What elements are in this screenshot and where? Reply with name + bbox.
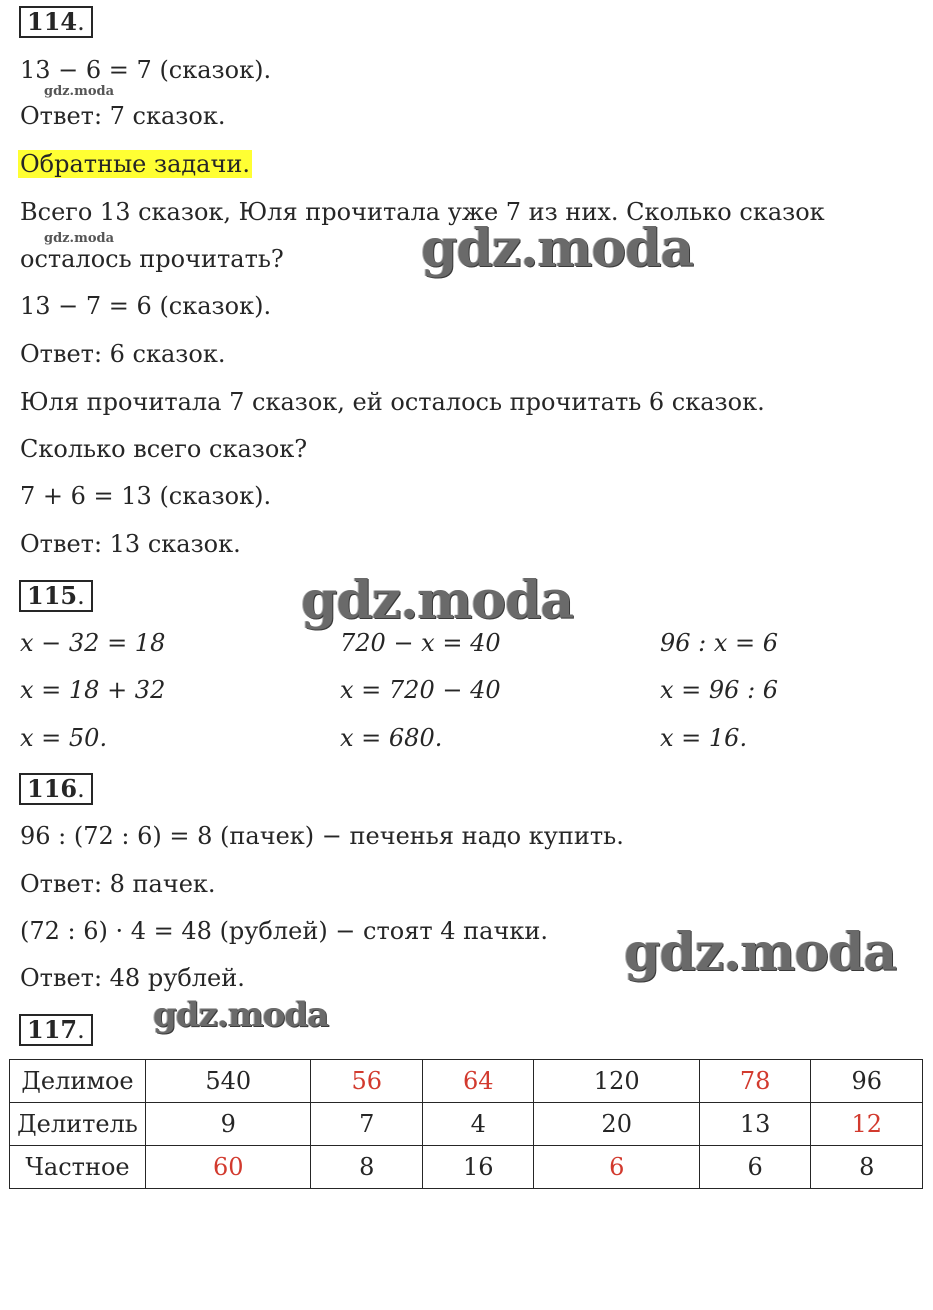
task-114-q2-answer: Ответ: 13 сказок. bbox=[20, 530, 241, 558]
task-115-eq: 96 : x = 6 bbox=[660, 629, 779, 657]
inverse-tasks-title: Обратные задачи. bbox=[20, 150, 250, 178]
table-cell-answer: 6 bbox=[534, 1146, 699, 1189]
task-115-eq: x − 32 = 18 bbox=[20, 629, 166, 657]
task-114-q1-calc: 13 − 7 = 6 (сказок). bbox=[20, 292, 272, 320]
table-cell: 20 bbox=[534, 1103, 699, 1146]
table-cell: 8 bbox=[811, 1146, 923, 1189]
task-114-answer: Ответ: 7 сказок. bbox=[20, 102, 226, 130]
table-cell-answer: 78 bbox=[699, 1060, 811, 1103]
task-116-calc2: (72 : 6) · 4 = 48 (рублей) − стоят 4 пачки. bbox=[20, 917, 548, 945]
table-cell: 120 bbox=[534, 1060, 699, 1103]
task-116-answer1: Ответ: 8 пачек. bbox=[20, 870, 216, 898]
table-cell: 96 bbox=[811, 1060, 923, 1103]
task-115-eq: x = 18 + 32 bbox=[20, 676, 166, 704]
row-label: Делимое bbox=[10, 1060, 146, 1103]
task-115-eq: x = 680. bbox=[340, 724, 443, 752]
table-cell: 540 bbox=[146, 1060, 311, 1103]
table-cell: 4 bbox=[422, 1103, 534, 1146]
table-cell: 7 bbox=[311, 1103, 423, 1146]
watermark-big: gdz.moda bbox=[421, 218, 694, 279]
task-116-calc1: 96 : (72 : 6) = 8 (пачек) − печенья надо купить. bbox=[20, 822, 624, 850]
task-114-q2-line1: Юля прочитала 7 сказок, ей осталось прочитать 6 сказок. bbox=[20, 388, 765, 416]
watermark-small: gdz.moda bbox=[44, 231, 115, 246]
watermark-big: gdz.moda bbox=[153, 995, 329, 1035]
row-label: Частное bbox=[10, 1146, 146, 1189]
table-cell-answer: 12 bbox=[811, 1103, 923, 1146]
watermark-big: gdz.moda bbox=[301, 570, 574, 631]
division-table bbox=[9, 1059, 923, 1189]
row-label: Делитель bbox=[10, 1103, 146, 1146]
task-114-q2-calc: 7 + 6 = 13 (сказок). bbox=[20, 482, 272, 510]
watermark-big: gdz.moda bbox=[624, 922, 897, 983]
table-row bbox=[10, 1060, 923, 1103]
task-116-answer2: Ответ: 48 рублей. bbox=[20, 964, 245, 992]
table-cell: 16 bbox=[422, 1146, 534, 1189]
task-114-q1-line1: Всего 13 сказок, Юля прочитала уже 7 из них. Сколько сказок bbox=[20, 198, 825, 226]
task-115-eq: x = 96 : 6 bbox=[660, 676, 779, 704]
task-114-q2-line2: Сколько всего сказок? bbox=[20, 435, 308, 463]
task-114-q1-answer: Ответ: 6 сказок. bbox=[20, 340, 226, 368]
task-115-eq: x = 720 − 40 bbox=[340, 676, 501, 704]
watermark-small: gdz.moda bbox=[44, 84, 115, 99]
table-cell: 8 bbox=[311, 1146, 423, 1189]
table-row bbox=[10, 1103, 923, 1146]
task-116-number: 116. bbox=[19, 773, 93, 805]
task-115-eq: x = 50. bbox=[20, 724, 108, 752]
table-cell-answer: 56 bbox=[311, 1060, 423, 1103]
task-114-calc: 13 − 6 = 7 (сказок). bbox=[20, 56, 272, 84]
table-cell-answer: 64 bbox=[422, 1060, 534, 1103]
task-114-q1-line2: осталось прочитать? bbox=[20, 245, 284, 273]
table-cell: 6 bbox=[699, 1146, 811, 1189]
table-cell: 9 bbox=[146, 1103, 311, 1146]
task-117-number: 117. bbox=[19, 1014, 93, 1046]
task-115-number: 115. bbox=[19, 580, 93, 612]
table-cell-answer: 60 bbox=[146, 1146, 311, 1189]
task-114-number: 114. bbox=[19, 6, 93, 38]
table-row bbox=[10, 1146, 923, 1189]
task-115-eq: x = 16. bbox=[660, 724, 748, 752]
table-cell: 13 bbox=[699, 1103, 811, 1146]
task-115-eq: 720 − x = 40 bbox=[340, 629, 501, 657]
